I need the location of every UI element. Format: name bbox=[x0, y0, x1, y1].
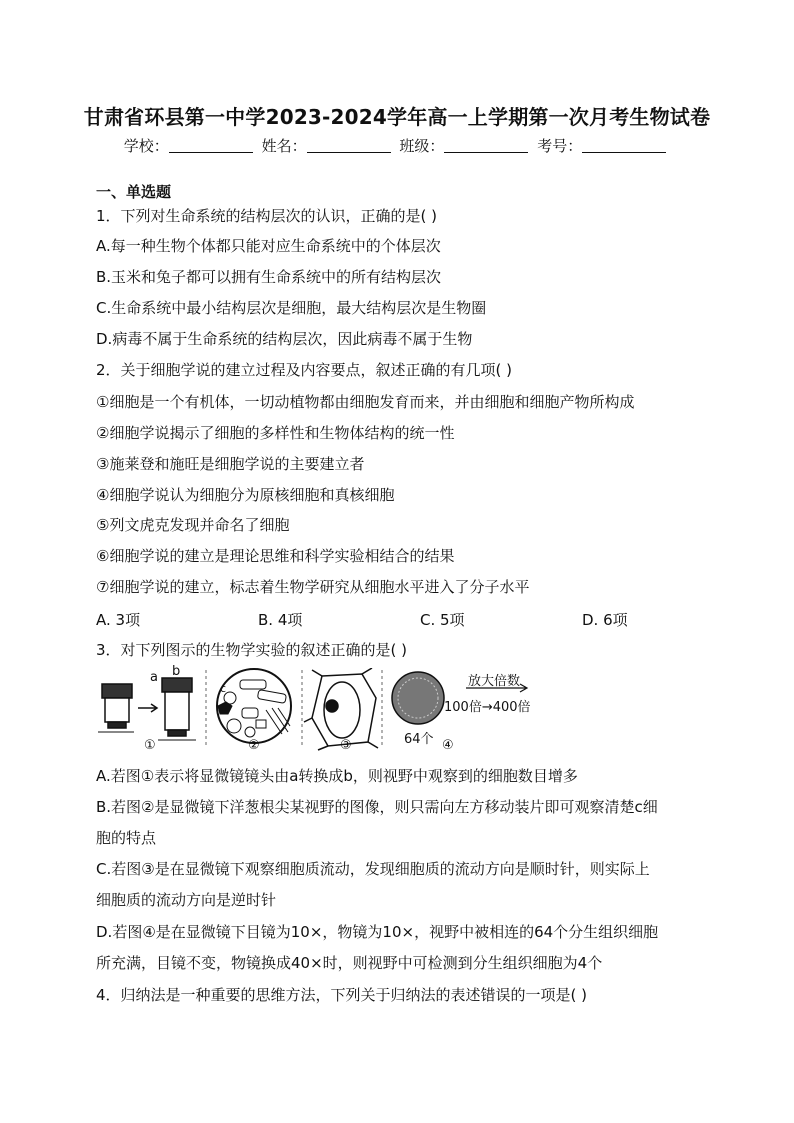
q3-option-b-line2: 胞的特点 bbox=[96, 829, 157, 847]
lens-a-label: a bbox=[150, 670, 158, 685]
section-heading: 一、单选题 bbox=[96, 183, 172, 201]
q4-stem: 4．归纳法是一种重要的思维方法，下列关于归纳法的表述错误的一项是( ) bbox=[96, 986, 588, 1004]
figure-2-root-tip-field bbox=[217, 669, 291, 743]
lens-a-tip bbox=[108, 722, 126, 728]
elongated-cells bbox=[266, 708, 290, 734]
class-label: 班级： bbox=[399, 137, 445, 155]
cell-5 bbox=[227, 719, 241, 733]
q2-item-3: ③施莱登和施旺是细胞学说的主要建立者 bbox=[96, 455, 365, 473]
cell-wall bbox=[312, 674, 376, 746]
q1-option-d[interactable]: D.病毒不属于生命系统的结构层次，因此病毒不属于生物 bbox=[96, 330, 473, 348]
q3-stem: 3．对下列图示的生物学实验的叙述正确的是( ) bbox=[96, 641, 408, 659]
class-blank[interactable] bbox=[444, 138, 528, 153]
cell-c-label: c bbox=[220, 682, 227, 695]
nucleus bbox=[326, 700, 338, 712]
exam-number-blank[interactable] bbox=[582, 138, 666, 153]
wall-line-1 bbox=[312, 670, 322, 676]
cell-1 bbox=[240, 680, 266, 689]
q2-item-5: ⑤列文虎克发现并命名了细胞 bbox=[96, 516, 290, 534]
q2-option-d[interactable]: D. 6项 bbox=[582, 611, 628, 629]
field-of-view-4 bbox=[392, 672, 444, 724]
exam-title: 甘肃省环县第一中学2023-2024学年高一上学期第一次月考生物试卷 bbox=[83, 105, 711, 129]
wall-line-3 bbox=[368, 742, 378, 748]
q2-item-4: ④细胞学说认为细胞分为原核细胞和真核细胞 bbox=[96, 486, 395, 504]
school-field[interactable] bbox=[124, 135, 257, 156]
magnification-change: 100倍→400倍 bbox=[444, 700, 531, 715]
arrow-icon bbox=[138, 704, 157, 712]
figure-1-lenses bbox=[98, 678, 196, 740]
q3-figure bbox=[96, 664, 566, 753]
q1-option-a[interactable]: A.每一种生物个体都只能对应生命系统中的个体层次 bbox=[96, 237, 441, 255]
lens-a-body bbox=[105, 698, 129, 722]
q3-option-c-line1[interactable]: C.若图③是在显微镜下观察细胞质流动，发现细胞质的流动方向是顺时针，则实际上 bbox=[96, 860, 650, 878]
class-field[interactable] bbox=[399, 135, 532, 156]
lens-a-cap bbox=[102, 684, 132, 698]
school-blank[interactable] bbox=[169, 138, 253, 153]
q2-option-a[interactable]: A. 3项 bbox=[96, 611, 141, 629]
q2-item-2: ②细胞学说揭示了细胞的多样性和生物体结构的统一性 bbox=[96, 424, 455, 442]
cell-7 bbox=[256, 720, 266, 728]
lens-b-label: b bbox=[172, 664, 181, 679]
figure-label-1: ① bbox=[144, 738, 156, 753]
q2-stem: 2．关于细胞学说的建立过程及内容要点，叙述正确的有几项( ) bbox=[96, 361, 513, 379]
name-field[interactable] bbox=[262, 135, 395, 156]
q2-item-7: ⑦细胞学说的建立，标志着生物学研究从细胞水平进入了分子水平 bbox=[96, 578, 530, 596]
q3-option-d-line1[interactable]: D.若图④是在显微镜下目镜为10×，物镜为10×，视野中被相连的64个分生组织细胞 bbox=[96, 923, 659, 941]
name-blank[interactable] bbox=[307, 138, 391, 153]
q1-stem: 1．下列对生命系统的结构层次的认识，正确的是( ) bbox=[96, 207, 438, 225]
name-label: 姓名： bbox=[261, 137, 307, 155]
cell-6 bbox=[245, 727, 255, 737]
student-info-row bbox=[0, 135, 794, 156]
cell-2 bbox=[257, 690, 286, 704]
figure-label-3: ③ bbox=[340, 738, 352, 753]
lens-b-tip bbox=[168, 730, 186, 736]
wall-line-2 bbox=[362, 668, 372, 674]
magnification-title: 放大倍数 bbox=[468, 674, 521, 689]
q3-option-c-line2: 细胞质的流动方向是逆时针 bbox=[96, 891, 277, 909]
q3-option-d-line2: 所充满，目镜不变，物镜换成40×时，则视野中可检测到分生组织细胞为4个 bbox=[96, 954, 603, 972]
q2-item-1: ①细胞是一个有机体，一切动植物都由细胞发育而来，并由细胞和细胞产物所构成 bbox=[96, 393, 635, 411]
q2-option-c[interactable]: C. 5项 bbox=[420, 611, 465, 629]
school-label: 学校： bbox=[123, 137, 169, 155]
cell-count-label: 64个 bbox=[404, 732, 434, 747]
wall-line-5 bbox=[304, 718, 312, 722]
q2-item-6: ⑥细胞学说的建立是理论思维和科学实验相结合的结果 bbox=[96, 547, 455, 565]
lens-b-cap bbox=[162, 678, 192, 692]
q1-option-c[interactable]: C.生命系统中最小结构层次是细胞，最大结构层次是生物圈 bbox=[96, 299, 487, 317]
q3-option-b-line1[interactable]: B.若图②是显微镜下洋葱根尖某视野的图像，则只需向左方移动装片即可观察清楚c细 bbox=[96, 798, 658, 816]
exam-number-field[interactable] bbox=[537, 135, 670, 156]
q3-option-a[interactable]: A.若图①表示将显微镜镜头由a转换成b，则视野中观察到的细胞数目增多 bbox=[96, 767, 578, 785]
exam-number-label: 考号： bbox=[537, 137, 583, 155]
figure-label-2: ② bbox=[248, 738, 260, 753]
wall-line-4 bbox=[318, 746, 328, 750]
figure-label-4: ④ bbox=[442, 738, 454, 753]
lens-b-body bbox=[165, 692, 189, 730]
q2-option-b[interactable]: B. 4项 bbox=[258, 611, 303, 629]
cell-4 bbox=[242, 708, 258, 718]
q1-option-b[interactable]: B.玉米和兔子都可以拥有生命系统中的所有结构层次 bbox=[96, 268, 442, 286]
